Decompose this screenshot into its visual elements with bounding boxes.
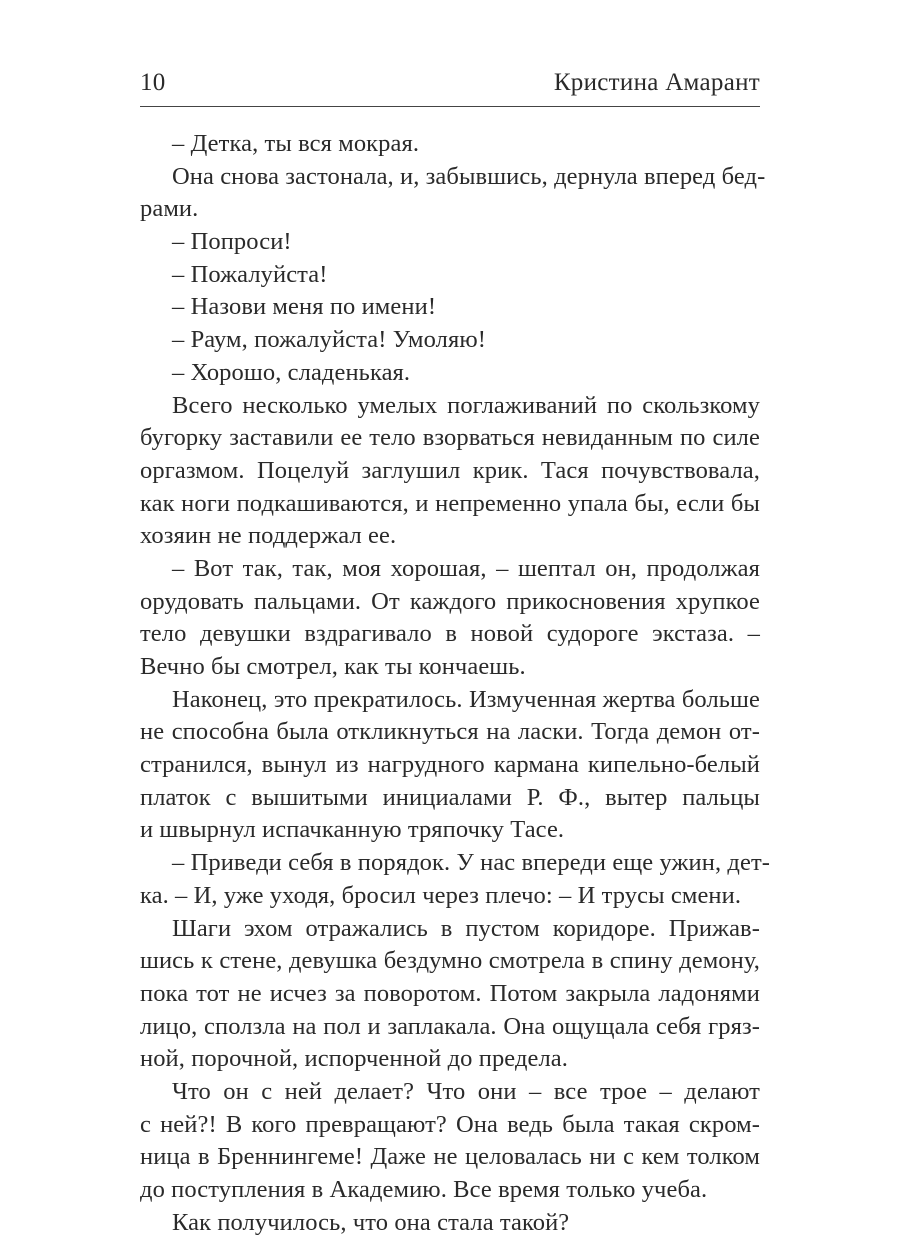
text-line: ница в Бреннингеме! Даже не целовалась ни с кем толком [140, 1143, 760, 1171]
text-line: ка. – И, уже уходя, бросил через плечо: – И трусы смени. [140, 881, 742, 909]
text-line: – Приведи себя в порядок. У нас впереди еще ужин, дет- [172, 849, 771, 877]
page-number: 10 [140, 69, 166, 96]
header-rule [140, 106, 760, 107]
text-line: – Детка, ты вся мокрая. [172, 130, 420, 157]
text-line: бугорку заставили ее тело взорваться невиданным по силе [140, 424, 760, 452]
text-line: тело девушки вздрагивало в новой судороге экстаза. – [140, 620, 760, 648]
text-line: пока тот не исчез за поворотом. Потом закрыла ладонями [140, 979, 760, 1007]
text-line: странился, вынул из нагрудного кармана кипельно-белый [140, 751, 760, 779]
text-line: Всего несколько умелых поглаживаний по скользкому [172, 391, 760, 419]
text-line: Вечно бы смотрел, как ты кончаешь. [140, 653, 526, 680]
text-line: Она снова застонала, и, забывшись, дернула вперед бед- [172, 162, 766, 190]
text-line: орудовать пальцами. От каждого прикосновения хрупкое [140, 587, 760, 615]
text-line: – Назови меня по имени! [172, 293, 437, 321]
text-line: платок с вышитыми инициалами Р. Ф., вытер пальцы [140, 783, 760, 811]
text-line: – Вот так, так, моя хорошая, – шептал он, продолжая [172, 554, 760, 582]
text-line: шись к стене, девушка бездумно смотрела в спину демону, [140, 947, 760, 975]
text-line: – Попроси! [172, 228, 292, 256]
text-line: – Хорошо, сладенькая. [172, 358, 411, 386]
text-line: Наконец, это прекратилось. Измученная жертва больше [172, 685, 760, 713]
running-head [140, 66, 760, 100]
text-line: не способна была откликнуться на ласки. Тогда демон от- [140, 718, 760, 746]
text-line: оргазмом. Поцелуй заглушил крик. Тася почувствовала, [140, 456, 760, 484]
text-line: ной, порочной, испорченной до предела. [140, 1045, 569, 1073]
text-line: – Раум, пожалуйста! Умоляю! [172, 326, 486, 354]
text-line: – Пожалуйста! [172, 260, 328, 288]
text-line: хозяин не поддержал ее. [140, 522, 397, 550]
text-line: с ней?! В кого превращают? Она ведь была такая скром- [140, 1110, 760, 1138]
text-line: Что он с ней делает? Что они – все трое – делают [172, 1077, 760, 1105]
text-line: лицо, сползла на пол и заплакала. Она ощущала себя гряз- [140, 1012, 760, 1040]
text-line: до поступления в Академию. Все время только учеба. [140, 1176, 708, 1203]
author-name: Кристина Амарант [553, 69, 760, 96]
body-text [140, 128, 771, 1239]
text-line: Шаги эхом отражались в пустом коридоре. Прижав- [172, 914, 760, 942]
text-line: рами. [140, 195, 199, 223]
text-line: Как получилось, что она стала такой? [172, 1208, 570, 1236]
text-line: и швырнул испачканную тряпочку Тасе. [140, 816, 565, 844]
text-line: как ноги подкашиваются, и непременно упала бы, если бы [140, 489, 760, 517]
